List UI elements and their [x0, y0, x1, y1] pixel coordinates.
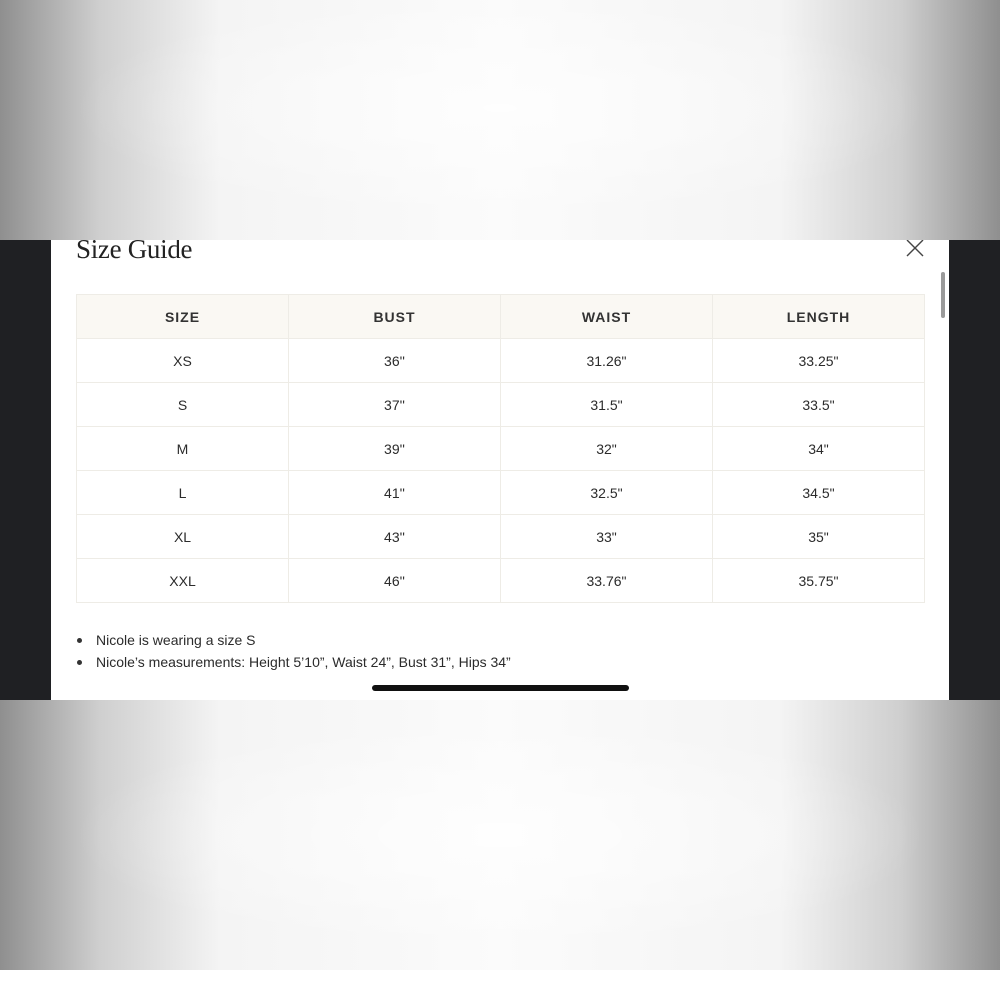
cell-size: L	[77, 471, 289, 515]
table-row	[77, 471, 925, 515]
size-table	[76, 294, 925, 603]
blurred-background-top	[0, 0, 1000, 240]
cell-size: XXL	[77, 559, 289, 603]
table-header-row	[77, 295, 925, 339]
cell-bust: 39''	[289, 427, 501, 471]
cell-size: M	[77, 427, 289, 471]
cell-bust: 41''	[289, 471, 501, 515]
cell-size: S	[77, 383, 289, 427]
list-item: Nicole’s measurements: Height 5’10”, Waist 24”, Bust 31”, Hips 34”	[76, 651, 511, 673]
cell-bust: 36''	[289, 339, 501, 383]
cell-waist: 31.26"	[501, 339, 713, 383]
model-notes	[76, 629, 511, 673]
close-icon[interactable]	[903, 240, 927, 260]
table-row	[77, 339, 925, 383]
modal-title: Size Guide	[76, 240, 193, 264]
cell-waist: 32"	[501, 427, 713, 471]
table-row	[77, 559, 925, 603]
cell-length: 35"	[713, 515, 925, 559]
header-length: LENGTH	[713, 295, 925, 339]
table-row	[77, 515, 925, 559]
cell-length: 34"	[713, 427, 925, 471]
cell-size: XL	[77, 515, 289, 559]
header-bust: BUST	[289, 295, 501, 339]
list-item: Nicole is wearing a size S	[76, 629, 511, 651]
blurred-background-bottom	[0, 700, 1000, 970]
size-guide-modal	[51, 240, 949, 700]
cell-waist: 33.76"	[501, 559, 713, 603]
cell-waist: 31.5"	[501, 383, 713, 427]
cell-bust: 37''	[289, 383, 501, 427]
table-row	[77, 427, 925, 471]
cell-length: 33.5"	[713, 383, 925, 427]
cell-waist: 33"	[501, 515, 713, 559]
cell-length: 33.25"	[713, 339, 925, 383]
cell-length: 35.75"	[713, 559, 925, 603]
table-row	[77, 383, 925, 427]
home-indicator[interactable]	[372, 685, 629, 691]
cell-waist: 32.5"	[501, 471, 713, 515]
scrollbar-thumb[interactable]	[941, 272, 945, 318]
cell-bust: 46''	[289, 559, 501, 603]
screenshot-frame	[0, 240, 1000, 700]
cell-size: XS	[77, 339, 289, 383]
cell-length: 34.5"	[713, 471, 925, 515]
header-size: SIZE	[77, 295, 289, 339]
cell-bust: 43''	[289, 515, 501, 559]
header-waist: WAIST	[501, 295, 713, 339]
